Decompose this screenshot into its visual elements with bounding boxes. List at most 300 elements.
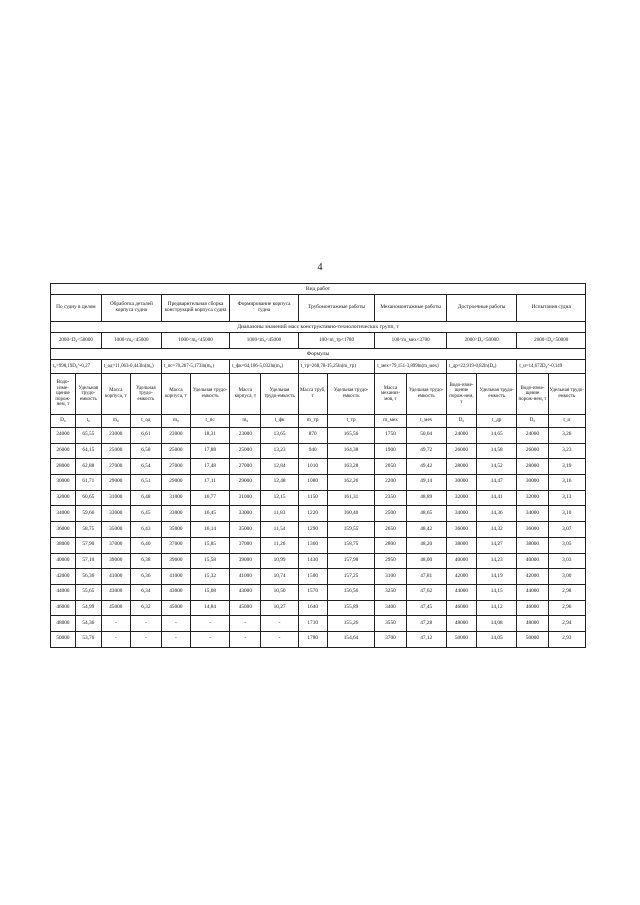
table-cell: - [230, 616, 261, 632]
table-cell: 14,32 [476, 522, 516, 538]
table-cell: 1780 [298, 631, 327, 647]
table-cell: 159,55 [327, 522, 375, 538]
table-cell: 16,77 [190, 490, 229, 506]
table-cell: 158,75 [327, 537, 375, 553]
column-subheader: Водо-изме-щение порож-нем, т [517, 374, 548, 415]
table-cell: 34000 [51, 506, 76, 522]
labor-intensity-table-wrapper [50, 283, 586, 648]
table-cell: 3100 [375, 569, 406, 585]
table-cell: 6,54 [130, 459, 161, 475]
table-cell: 6,34 [130, 584, 161, 600]
table-cell: 14,05 [476, 631, 516, 647]
table-cell: 27000 [101, 459, 130, 475]
table-cell: 2050 [375, 459, 406, 475]
table-cell: 14,41 [476, 490, 516, 506]
table-cell: 11,83 [261, 506, 298, 522]
table-cell: 60,65 [75, 490, 101, 506]
table-cell: 10,27 [261, 600, 298, 616]
formula-cell: t_тр=268,78-15,25ln(m_тр) [298, 360, 375, 374]
formula-cell: t_фк=64,186-5,032ln(m₀) [230, 360, 298, 374]
table-row [51, 584, 586, 600]
table-cell: 15,58 [190, 553, 229, 569]
table-cell: 37000 [101, 537, 130, 553]
table-cell: 164,38 [327, 443, 375, 459]
table-cell: 29000 [230, 475, 261, 491]
table-cell: 6,38 [130, 553, 161, 569]
table-cell: 13,23 [261, 443, 298, 459]
table-cell: 940 [298, 443, 327, 459]
page-number: 4 [317, 262, 323, 273]
table-cell: 11,26 [261, 537, 298, 553]
table-cell: - [190, 631, 229, 647]
table-cell: 48000 [446, 616, 476, 632]
table-cell: 39000 [161, 553, 190, 569]
table-cell: 155,26 [327, 616, 375, 632]
column-symbol: D₀ [517, 415, 548, 428]
column-symbol: m₀ [161, 415, 190, 428]
table-cell: 3400 [375, 600, 406, 616]
table-cell: 14,12 [476, 600, 516, 616]
table-cell: 62,88 [75, 459, 101, 475]
table-cell: 15,32 [190, 569, 229, 585]
table-cell: 32000 [51, 490, 76, 506]
table-cell: 3,13 [548, 490, 586, 506]
table-cell: 48,42 [406, 522, 446, 538]
table-cell: 36000 [446, 522, 476, 538]
table-cell: 165,56 [327, 428, 375, 444]
table-cell: 58,75 [75, 522, 101, 538]
table-cell: 1430 [298, 553, 327, 569]
column-subheader: Масса корпуса, т [161, 374, 190, 415]
table-cell: 42000 [51, 569, 76, 585]
column-symbol: t_пс [190, 415, 229, 428]
table-cell: 10,50 [261, 584, 298, 600]
column-symbol: t_тр [327, 415, 375, 428]
table-cell: 35000 [230, 522, 261, 538]
column-subheader: Масса труб, т [298, 374, 327, 415]
table-cell: 57,90 [75, 537, 101, 553]
work-type-header: Формирование корпуса судна [230, 295, 298, 322]
table-cell: 3,00 [548, 569, 586, 585]
table-cell: 14,84 [190, 600, 229, 616]
table-cell: 36000 [51, 522, 76, 538]
table-cell: 25000 [230, 443, 261, 459]
column-symbol: t_мех [406, 415, 446, 428]
work-type-header: Предварительная сборка конструкций корпуса судна [161, 295, 229, 322]
table-cell: 163,28 [327, 459, 375, 475]
column-subheader: Удельная трудо-емкость [327, 374, 375, 415]
table-cell: 31000 [101, 490, 130, 506]
table-cell: 48000 [517, 616, 548, 632]
column-subheader: Водо-изме-щение порож-нем, т [446, 374, 476, 415]
ranges-row [51, 333, 586, 349]
table-cell: 30000 [51, 475, 76, 491]
table-cell: 41000 [161, 569, 190, 585]
column-subheader: Водо-изме-щение порож-нем, т [51, 374, 76, 415]
table-cell: 42000 [446, 569, 476, 585]
table-cell: 6,58 [130, 443, 161, 459]
column-subheader: Удельная трудо-емкость [476, 374, 516, 415]
table-cell: 870 [298, 428, 327, 444]
table-row [51, 616, 586, 632]
table-cell: 44000 [517, 584, 548, 600]
table-row [51, 600, 586, 616]
table-row [51, 631, 586, 647]
table-cell: 64,15 [75, 443, 101, 459]
table-cell: 39000 [101, 553, 130, 569]
table-cell: 40000 [446, 553, 476, 569]
table-cell: 50000 [51, 631, 76, 647]
formula-cell: t_од=11,063-0,443ln(m₀) [101, 360, 161, 374]
table-cell: 161,31 [327, 490, 375, 506]
table-cell: 1150 [298, 490, 327, 506]
work-type-header: Испытания судна [517, 295, 586, 322]
table-cell: 50000 [517, 631, 548, 647]
table-cell: 1750 [375, 428, 406, 444]
formula-cell: t₀=998,19D₀^-0,27 [51, 360, 102, 374]
column-subheader: Удельная трудо-емкость [75, 374, 101, 415]
table-cell: 6,40 [130, 537, 161, 553]
table-cell: 14,23 [476, 553, 516, 569]
table-cell: 157,25 [327, 569, 375, 585]
table-cell: 33000 [230, 506, 261, 522]
column-symbol: D₀ [51, 415, 76, 428]
table-cell: 50,04 [406, 428, 446, 444]
table-cell: 17,88 [190, 443, 229, 459]
table-cell: 49,14 [406, 475, 446, 491]
table-cell: 37000 [230, 537, 261, 553]
table-cell: 6,45 [130, 506, 161, 522]
table-cell: 14,65 [476, 428, 516, 444]
table-cell: 14,15 [476, 584, 516, 600]
column-symbol: D₀ [446, 415, 476, 428]
formula-cell: t_др=22,919-0,82ln(D₀) [446, 360, 516, 374]
table-cell: - [101, 631, 130, 647]
table-cell: 28000 [51, 459, 76, 475]
table-cell: 3,23 [548, 443, 586, 459]
mass-range-cell: 1000<m₀<45000 [101, 333, 161, 349]
table-cell: 14,52 [476, 459, 516, 475]
table-cell: 3,16 [548, 475, 586, 491]
table-cell: 34000 [517, 506, 548, 522]
column-subheader: Удельная трудо-емкость [130, 374, 161, 415]
table-cell: - [230, 631, 261, 647]
table-cell: 155,89 [327, 600, 375, 616]
table-cell: 38000 [517, 537, 548, 553]
table-cell: 1640 [298, 600, 327, 616]
table-cell: 57,10 [75, 553, 101, 569]
table-cell: 11,54 [261, 522, 298, 538]
table-cell: 33000 [161, 506, 190, 522]
table-cell: 59,66 [75, 506, 101, 522]
table-row [51, 459, 586, 475]
table-cell: 1360 [298, 537, 327, 553]
table-cell: 31000 [230, 490, 261, 506]
table-cell: 41000 [101, 569, 130, 585]
table-cell: 45000 [230, 600, 261, 616]
table-cell: - [101, 616, 130, 632]
table-cell: 1080 [298, 475, 327, 491]
table-cell: 65,55 [75, 428, 101, 444]
symbols-row [51, 415, 586, 428]
table-cell: 56,36 [75, 569, 101, 585]
table-cell: 30000 [517, 475, 548, 491]
formula-cell: t_и=14,672D₀^-0,149 [517, 360, 586, 374]
table-row [51, 569, 586, 585]
table-cell: 6,48 [130, 490, 161, 506]
table-cell: 44000 [446, 584, 476, 600]
table-cell: 47,12 [406, 631, 446, 647]
table-cell: 3,07 [548, 522, 586, 538]
column-symbol: t_фк [261, 415, 298, 428]
table-cell: 14,08 [476, 616, 516, 632]
table-cell: 14,19 [476, 569, 516, 585]
table-cell: 35000 [161, 522, 190, 538]
table-row [51, 522, 586, 538]
table-cell: 14,36 [476, 506, 516, 522]
column-symbol: t_и [548, 415, 586, 428]
column-symbol: m₀ [101, 415, 130, 428]
table-cell: 38000 [51, 537, 76, 553]
table-row [51, 428, 586, 444]
table-cell: 1900 [375, 443, 406, 459]
table-cell: 49,72 [406, 443, 446, 459]
column-symbol: t_др [476, 415, 516, 428]
table-cell: 24000 [51, 428, 76, 444]
table-cell: 47,62 [406, 584, 446, 600]
table-cell: 46000 [517, 600, 548, 616]
table-cell: 14,47 [476, 475, 516, 491]
table-cell: 48,89 [406, 490, 446, 506]
table-cell: 12,48 [261, 475, 298, 491]
table-cell: 12,15 [261, 490, 298, 506]
table-cell: 2200 [375, 475, 406, 491]
table-cell: 29000 [161, 475, 190, 491]
table-cell: 40000 [51, 553, 76, 569]
table-cell: 47,28 [406, 616, 446, 632]
table-cell: 2350 [375, 490, 406, 506]
mass-range-cell: 1000<m₀<45000 [230, 333, 298, 349]
table-cell: 157,98 [327, 553, 375, 569]
table-cell: 53,76 [75, 631, 101, 647]
table-cell: 16,14 [190, 522, 229, 538]
work-type-header: Трубомонтажные работы [298, 295, 375, 322]
table-row [51, 506, 586, 522]
ranges-title: Диапазоны значений масс конструктивно-технологических групп, т [51, 322, 586, 333]
table-cell: 46000 [51, 600, 76, 616]
table-cell: 35000 [101, 522, 130, 538]
ranges-title-row [51, 322, 586, 333]
table-cell: 32000 [446, 490, 476, 506]
column-subheader: Масса корпуса, т [101, 374, 130, 415]
column-subheader: Удельная трудо-емкость [190, 374, 229, 415]
table-cell: 45000 [161, 600, 190, 616]
column-subheader: Масса механиз-мов, т [375, 374, 406, 415]
mass-range-cell: 2000<D₀<50000 [517, 333, 586, 349]
table-cell: - [130, 631, 161, 647]
table-cell: 41000 [230, 569, 261, 585]
column-symbol: m_мех [375, 415, 406, 428]
work-type-header: Обработка деталей корпуса судна [101, 295, 161, 322]
column-subheader: Удельная трудо-емкость [406, 374, 446, 415]
table-cell: 3,03 [548, 553, 586, 569]
table-cell: 10,74 [261, 569, 298, 585]
table-cell: 14,58 [476, 443, 516, 459]
table-cell: 3550 [375, 616, 406, 632]
table-cell: 61,71 [75, 475, 101, 491]
table-cell: 26000 [51, 443, 76, 459]
table-cell: - [261, 616, 298, 632]
table-cell: 1710 [298, 616, 327, 632]
table-cell: 29000 [101, 475, 130, 491]
table-cell: 31000 [161, 490, 190, 506]
mass-range-cell: 100<m_мех<3700 [375, 333, 447, 349]
table-cell: 2,94 [548, 616, 586, 632]
table-cell: 28000 [446, 459, 476, 475]
table-cell: 43000 [230, 584, 261, 600]
table-cell: 156,56 [327, 584, 375, 600]
table-cell: 2650 [375, 522, 406, 538]
table-cell: 6,51 [130, 475, 161, 491]
table-cell: 12,84 [261, 459, 298, 475]
table-cell: 6,36 [130, 569, 161, 585]
table-cell: 15,85 [190, 537, 229, 553]
table-cell: 154,64 [327, 631, 375, 647]
table-cell: 47,45 [406, 600, 446, 616]
table-cell: 46000 [446, 600, 476, 616]
table-cell: - [130, 616, 161, 632]
table-cell: 15,08 [190, 584, 229, 600]
labor-intensity-table [50, 283, 586, 648]
table-cell: 36000 [517, 522, 548, 538]
formulas-title: Формулы [51, 349, 586, 360]
table-cell: 1290 [298, 522, 327, 538]
column-symbol: t_од [130, 415, 161, 428]
table-cell: 32000 [517, 490, 548, 506]
table-cell: 3700 [375, 631, 406, 647]
table-cell: 43000 [161, 584, 190, 600]
table-cell: 3,05 [548, 537, 586, 553]
mass-range-cell: 1000<m₀<45000 [161, 333, 229, 349]
table-cell: 1500 [298, 569, 327, 585]
table-cell: 162,26 [327, 475, 375, 491]
table-cell: 47,81 [406, 569, 446, 585]
table-cell: 42000 [517, 569, 548, 585]
table-cell: 3250 [375, 584, 406, 600]
table-cell: 14,27 [476, 537, 516, 553]
work-type-header: Достроечные работы [446, 295, 516, 322]
table-cell: 33000 [101, 506, 130, 522]
column-subheader: Удельная трудо-емкость [548, 374, 586, 415]
table-cell: 38000 [446, 537, 476, 553]
table-cell: 10,99 [261, 553, 298, 569]
table-cell: 16,45 [190, 506, 229, 522]
work-type-header: По судну в целом [51, 295, 102, 322]
table-cell: 3,19 [548, 459, 586, 475]
table-cell: 48,20 [406, 537, 446, 553]
table-row [51, 537, 586, 553]
table-cell: 17,48 [190, 459, 229, 475]
table-cell: 6,61 [130, 428, 161, 444]
table-cell: 44000 [51, 584, 76, 600]
table-cell: - [261, 631, 298, 647]
table-cell: 2,96 [548, 600, 586, 616]
table-cell: 2,93 [548, 631, 586, 647]
table-cell: - [190, 616, 229, 632]
table-cell: 30000 [446, 475, 476, 491]
table-cell: 13,65 [261, 428, 298, 444]
table-cell: 23000 [101, 428, 130, 444]
work-types-row [51, 295, 586, 322]
table-cell: 2800 [375, 537, 406, 553]
table-row [51, 443, 586, 459]
table-cell: 27000 [230, 459, 261, 475]
table-cell: 45000 [101, 600, 130, 616]
table-cell: 26000 [517, 443, 548, 459]
table-cell: 48,65 [406, 506, 446, 522]
table-cell: 18,31 [190, 428, 229, 444]
table-title-row [51, 284, 586, 295]
column-subheader: Удельная трудо-емкость [261, 374, 298, 415]
formulas-row [51, 360, 586, 374]
table-cell: 39000 [230, 553, 261, 569]
column-symbol: t₀ [75, 415, 101, 428]
table-cell: 6,43 [130, 522, 161, 538]
table-row [51, 475, 586, 491]
table-row [51, 490, 586, 506]
table-cell: 54,36 [75, 616, 101, 632]
formulas-title-row [51, 349, 586, 360]
table-cell: 27000 [161, 459, 190, 475]
table-cell: 23000 [161, 428, 190, 444]
table-cell: 50000 [446, 631, 476, 647]
table-cell: 43000 [101, 584, 130, 600]
table-cell: 1010 [298, 459, 327, 475]
table-cell: 54,99 [75, 600, 101, 616]
table-cell: 1220 [298, 506, 327, 522]
table-cell: 40000 [517, 553, 548, 569]
table-cell: 49,42 [406, 459, 446, 475]
table-title: Вид работ [51, 284, 586, 295]
table-cell: 23000 [230, 428, 261, 444]
work-type-header: Механомонтажные работы [375, 295, 447, 322]
table-cell: 26000 [446, 443, 476, 459]
formula-cell: t_пс=70,267-5,173ln(m₀) [161, 360, 229, 374]
mass-range-cell: 100<m_тр<1780 [298, 333, 375, 349]
table-cell: 34000 [446, 506, 476, 522]
table-cell: 2950 [375, 553, 406, 569]
table-cell: 3,10 [548, 506, 586, 522]
column-subheader: Масса корпуса, т [230, 374, 261, 415]
table-cell: 25000 [101, 443, 130, 459]
table-cell: 48000 [51, 616, 76, 632]
table-cell: 3,26 [548, 428, 586, 444]
table-cell: 1570 [298, 584, 327, 600]
table-cell: 55,65 [75, 584, 101, 600]
table-cell: 2,98 [548, 584, 586, 600]
mass-range-cell: 2000<D₀<50000 [446, 333, 516, 349]
table-cell: 37000 [161, 537, 190, 553]
table-cell: 25000 [161, 443, 190, 459]
column-symbol: m₀ [230, 415, 261, 428]
table-cell: 48,00 [406, 553, 446, 569]
table-cell: 2500 [375, 506, 406, 522]
table-row [51, 553, 586, 569]
column-symbol: m_тр [298, 415, 327, 428]
table-cell: 160,40 [327, 506, 375, 522]
table-cell: 6,32 [130, 600, 161, 616]
table-cell: 24000 [517, 428, 548, 444]
